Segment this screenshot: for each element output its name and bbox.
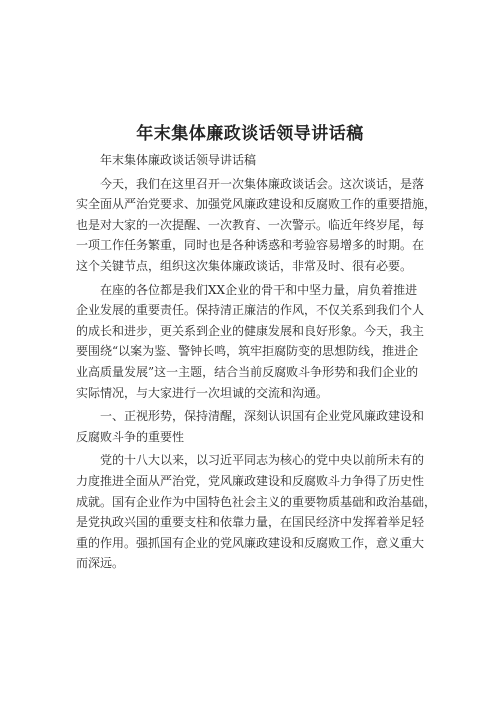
text-line: 在座的各位都是我们XX企业的骨干和中坚力量，肩负着推进	[100, 282, 418, 297]
text-line: 今天，我们在这里召开一次集体廉政谈话会。这次谈话，是落	[100, 176, 425, 191]
text-line: 年末集体廉政谈话领导讲话稿	[100, 153, 257, 167]
text-line: 企业发展的重要责任。保持清正廉洁的作风，不仅关系到我们个人	[76, 303, 425, 318]
text-line: 要围绕“以案为鉴、警钟长鸣，筑牢拒腐防变的思想防线，推进企	[76, 344, 419, 359]
text-line: 党的十八大以来，以习近平同志为核心的党中央以前所未有的	[100, 453, 425, 468]
text-line: 成就。国有企业作为中国特色社会主义的重要物质基础和政治基础，	[76, 494, 437, 509]
document-body	[76, 150, 442, 577]
document-title: 年末集体廉政谈话领导讲话稿	[136, 124, 364, 144]
text-line: 业高质量发展”这一主题，结合当前反腐败斗争形势和我们企业的	[76, 364, 419, 379]
text-line: 是党执政兴国的重要支柱和依靠力量，在国民经济中发挥着举足轻	[76, 515, 425, 530]
text-line: 也是对大家的一次提醒、一次教育、一次警示。临近年终岁尾，每	[76, 217, 425, 232]
text-line: 重的作用。强抓国有企业的党风廉政建设和反腐败工作，意义重大	[76, 535, 425, 550]
section-heading-1	[76, 406, 442, 447]
text-line: 实全面从严治党要求、加强党风廉政建设和反腐败工作的重要措施，	[76, 197, 437, 212]
paragraph-section-1	[76, 450, 442, 574]
text-line: 的成长和进步，更关系到企业的健康发展和良好形象。今天，我主	[76, 323, 425, 338]
text-line: 实际情况，与大家进行一次坦诚的交流和沟通。	[76, 385, 329, 400]
text-line: 这个关键节点，组织这次集体廉政谈话，非常及时、很有必要。	[76, 258, 413, 273]
text-line: 力度推进全面从严治党，党风廉政建设和反腐败斗力争得了历史性	[76, 473, 425, 488]
text-line: 一、正视形势，保持清醒，深刻认识国有企业党风廉政建设和	[100, 409, 425, 424]
text-line: 反腐败斗争的重要性	[76, 429, 185, 444]
text-line: 一项工作任务繁重，同时也是各种诱惑和考验容易增多的时期。在	[76, 238, 425, 253]
paragraph-subtitle	[76, 150, 442, 171]
text-line: 而深远。	[76, 556, 125, 571]
paragraph-audience	[76, 280, 442, 404]
paragraph-intro	[76, 174, 442, 277]
